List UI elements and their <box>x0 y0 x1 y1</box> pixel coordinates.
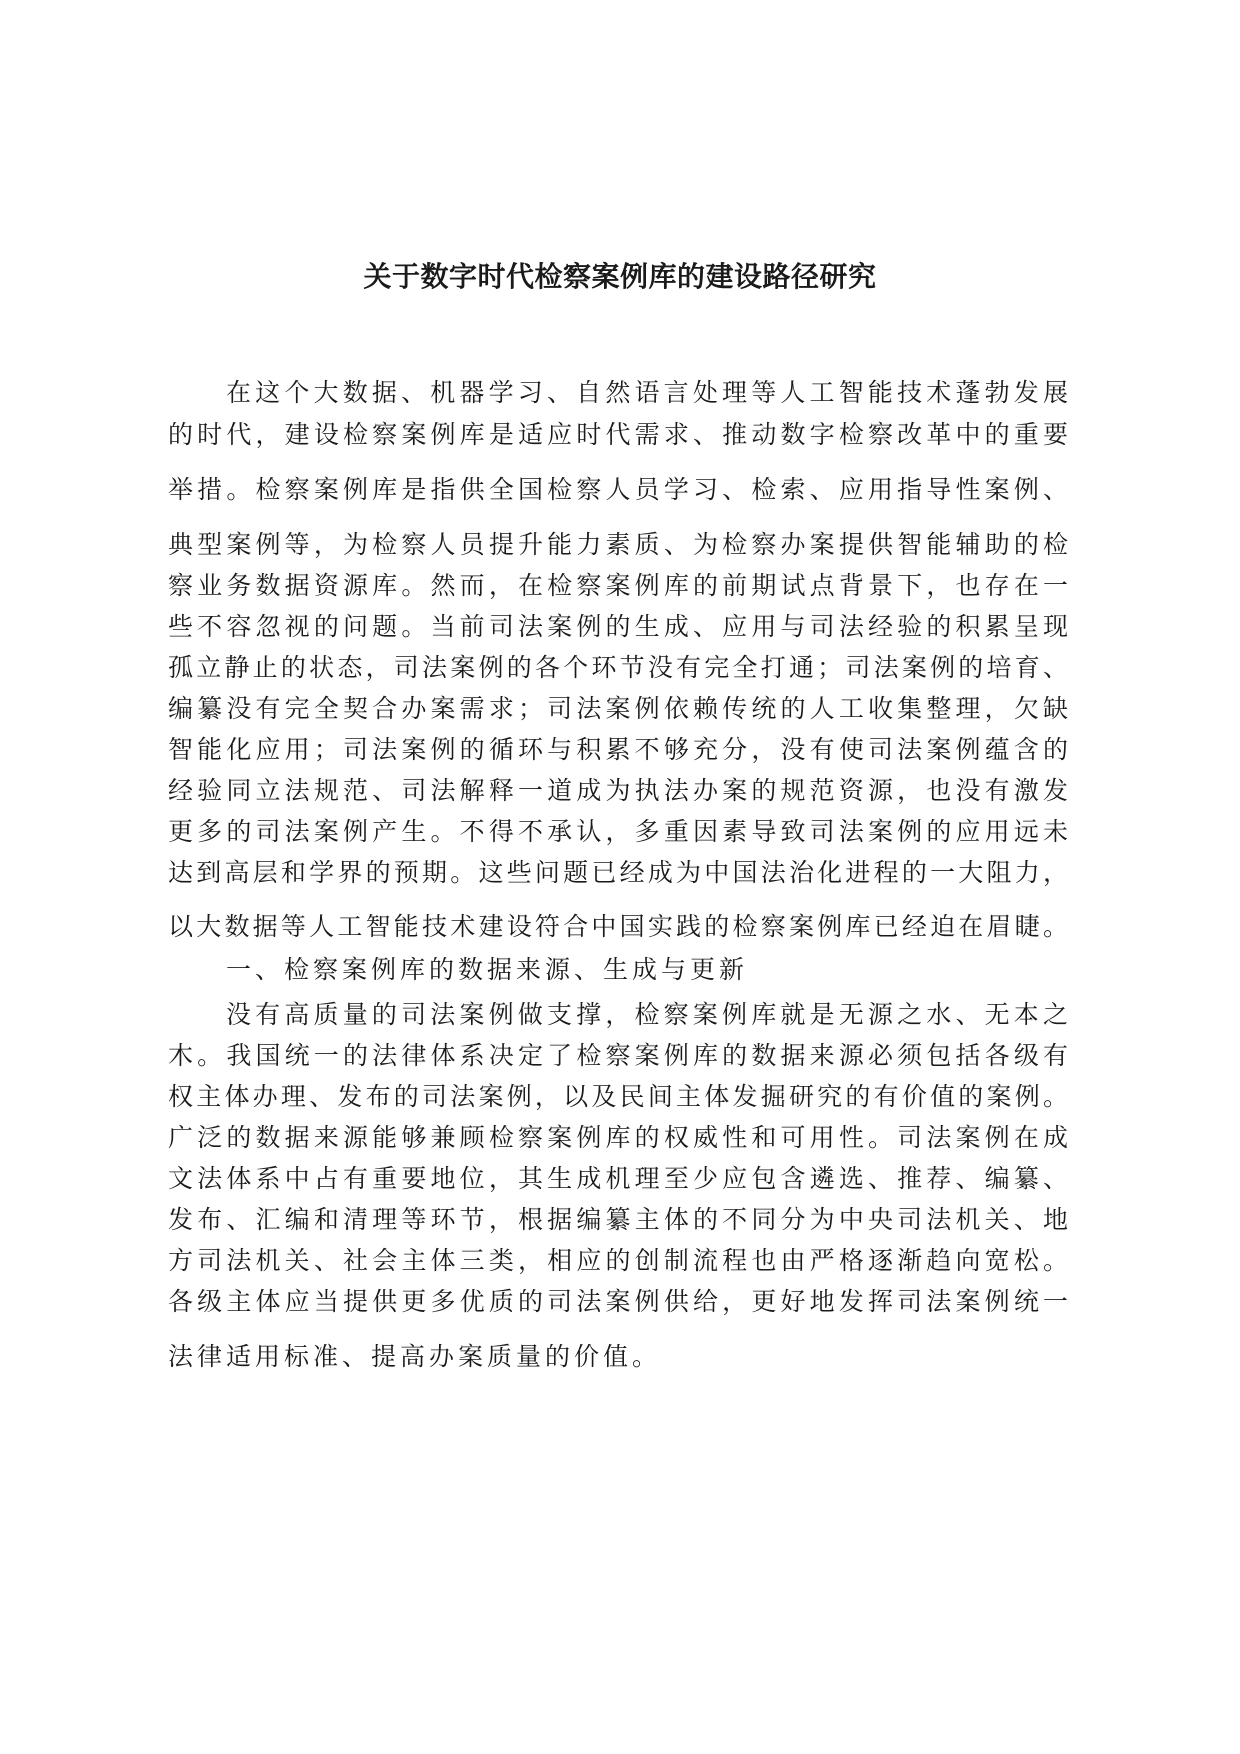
paragraph-line: 举措。检察案例库是指供全国检察人员学习、检索、应用指导性案例、 <box>168 475 1068 504</box>
paragraph-line: 孤立静止的状态，司法案例的各个环节没有完全打通；司法案例的培育、 <box>168 653 1068 682</box>
paragraph-line: 达到高层和学界的预期。这些问题已经成为中国法治化进程的一大阻力， <box>168 858 1068 887</box>
document-title: 关于数字时代检察案例库的建设路径研究 <box>363 260 877 293</box>
paragraph-line: 广泛的数据来源能够兼顾检察案例库的权威性和可用性。司法案例在成 <box>168 1123 1068 1152</box>
paragraph-line: 编纂没有完全契合办案需求；司法案例依赖传统的人工收集整理，欠缺 <box>168 694 1068 723</box>
paragraph-line: 以大数据等人工智能技术建设符合中国实践的检察案例库已经迫在眉睫。 <box>168 912 1068 941</box>
paragraph-line: 方司法机关、社会主体三类，相应的创制流程也由严格逐渐趋向宽松。 <box>168 1246 1068 1275</box>
paragraph-line: 智能化应用；司法案例的循环与积累不够充分，没有使司法案例蕴含的 <box>168 735 1068 764</box>
paragraph-line: 的时代，建设检察案例库是适应时代需求、推动数字检察改革中的重要 <box>168 420 1068 449</box>
paragraph-line: 没有高质量的司法案例做支撑，检察案例库就是无源之水、无本之 <box>226 1000 1068 1029</box>
paragraph-line: 权主体办理、发布的司法案例，以及民间主体发掘研究的有价值的案例。 <box>168 1082 1068 1111</box>
paragraph-line: 在这个大数据、机器学习、自然语言处理等人工智能技术蓬勃发展 <box>226 378 1068 407</box>
paragraph-line: 文法体系中占有重要地位，其生成机理至少应包含遴选、推荐、编纂、 <box>168 1164 1068 1193</box>
paragraph-line: 发布、汇编和清理等环节，根据编纂主体的不同分为中央司法机关、地 <box>168 1205 1068 1234</box>
paragraph-line: 各级主体应当提供更多优质的司法案例供给，更好地发挥司法案例统一 <box>168 1287 1068 1316</box>
paragraph-line: 法律适用标准、提高办案质量的价值。 <box>168 1342 662 1371</box>
paragraph-line: 察业务数据资源库。然而，在检察案例库的前期试点背景下，也存在一 <box>168 571 1068 600</box>
paragraph-line: 经验同立法规范、司法解释一道成为执法办案的规范资源，也没有激发 <box>168 776 1068 805</box>
paragraph-line: 典型案例等，为检察人员提升能力素质、为检察办案提供智能辅助的检 <box>168 530 1068 559</box>
paragraph-line: 更多的司法案例产生。不得不承认，多重因素导致司法案例的应用远未 <box>168 817 1068 846</box>
paragraph-line: 些不容忽视的问题。当前司法案例的生成、应用与司法经验的积累呈现 <box>168 612 1068 641</box>
section-heading: 一、检察案例库的数据来源、生成与更新 <box>226 955 749 984</box>
paragraph-line: 木。我国统一的法律体系决定了检察案例库的数据来源必须包括各级有 <box>168 1041 1068 1070</box>
